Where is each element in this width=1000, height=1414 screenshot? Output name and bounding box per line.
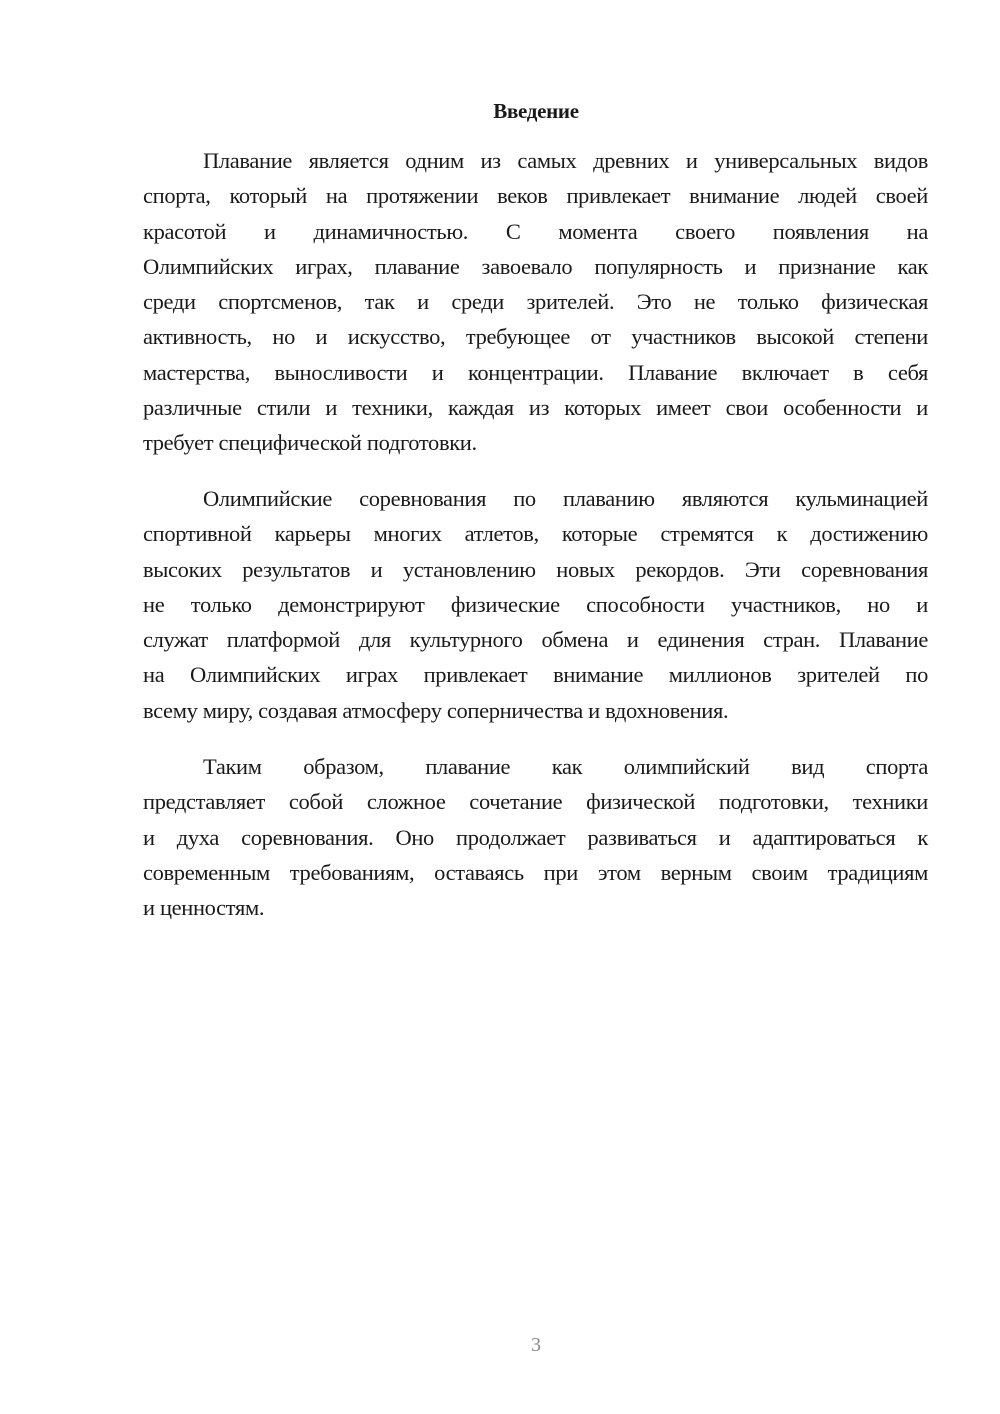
text-line: представляет собой сложное сочетание физической подготовки, техники: [143, 789, 928, 815]
text-line: на Олимпийских играх привлекает внимание миллионов зрителей по: [143, 662, 928, 688]
text-line: служат платформой для культурного обмена и единения стран. Плавание: [143, 627, 928, 653]
text-line: и духа соревнования. Оно продолжает развиваться и адаптироваться к: [143, 824, 928, 850]
text-line: спортивной карьеры многих атлетов, которые стремятся к достижению: [143, 521, 928, 547]
text-line: всему миру, создавая атмосферу соперничества и вдохновения.: [143, 697, 729, 723]
text-line: современным требованиям, оставаясь при этом верным своим традициям: [143, 859, 928, 885]
text-line: высоких результатов и установлению новых рекордов. Эти соревнования: [143, 556, 928, 582]
text-line: активность, но и искусство, требующее от участников высокой степени: [143, 324, 928, 350]
text-line: не только демонстрируют физические способности участников, но и: [143, 591, 928, 617]
text-line: среди спортсменов, так и среди зрителей. Это не только физическая: [143, 289, 928, 315]
text-line: различные стили и техники, каждая из которых имеет свои особенности и: [143, 395, 928, 421]
text-line: Олимпийские соревнования по плаванию являются кульминацией: [203, 486, 928, 511]
paragraph-olympic-competitions: [143, 481, 928, 728]
text-line: Олимпийских играх, плавание завоевало популярность и признание как: [143, 253, 928, 279]
text-line: спорта, который на протяжении веков привлекает внимание людей своей: [143, 183, 928, 209]
text-line: красотой и динамичностью. С момента своего появления на: [143, 218, 928, 244]
page-number: 3: [531, 1334, 541, 1356]
paragraph-conclusion: [143, 749, 928, 925]
section-title: Введение: [493, 99, 579, 123]
paragraph-introduction: [143, 143, 928, 461]
text-line: требует специфической подготовки.: [143, 430, 477, 456]
text-line: Таким образом, плавание как олимпийский вид спорта: [203, 754, 928, 779]
text-line: Плавание является одним из самых древних и универсальных видов: [203, 148, 928, 173]
text-line: мастерства, выносливости и концентрации. Плавание включает в себя: [143, 359, 928, 385]
text-line: и ценностям.: [143, 895, 265, 921]
